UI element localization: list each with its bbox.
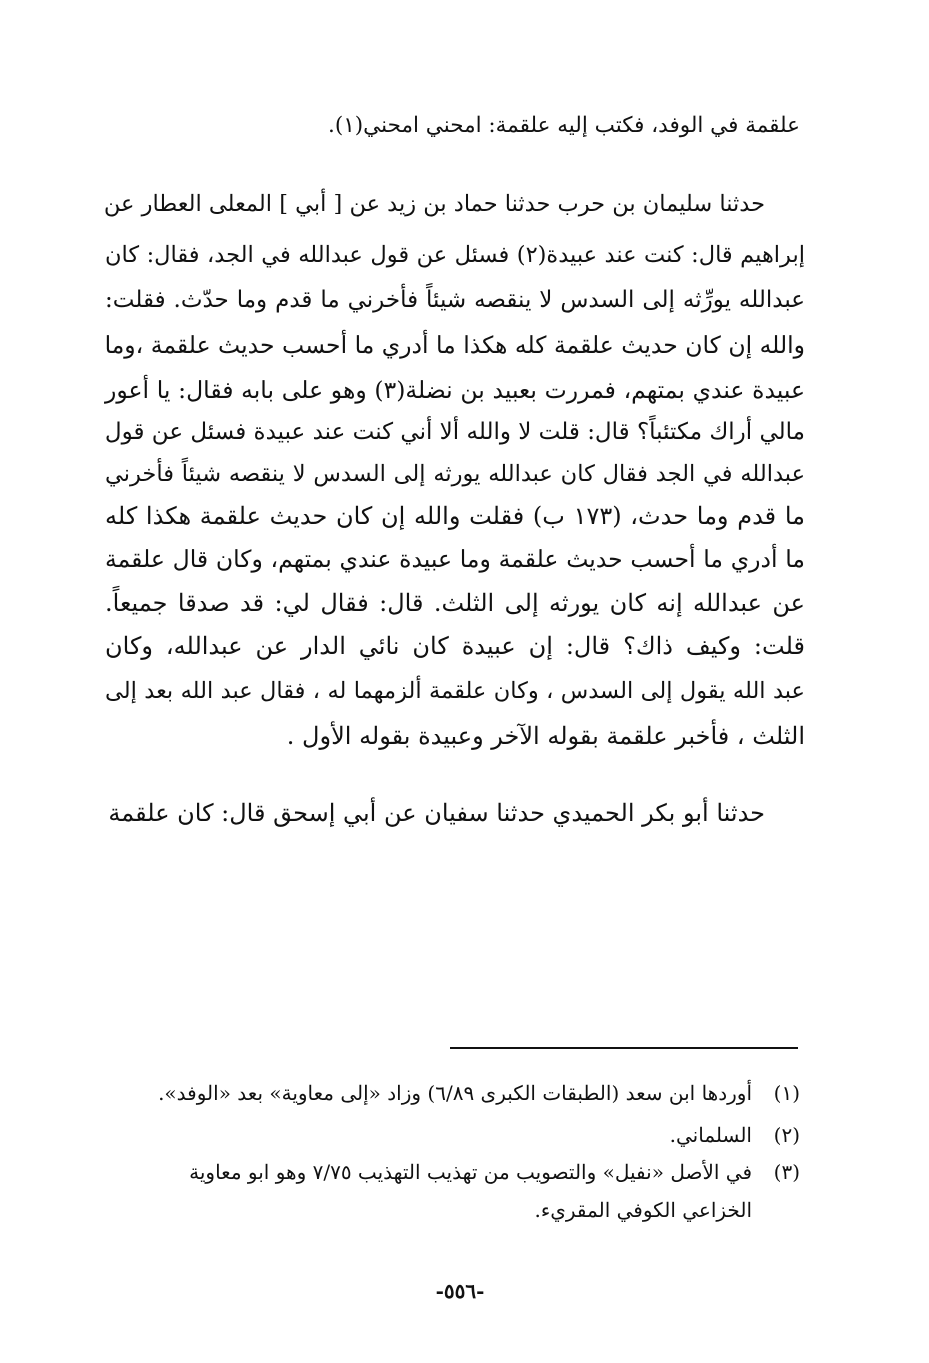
body-line: علقمة في الوفد، فكتب إليه علقمة: امحني امحني(١).	[328, 113, 800, 138]
body-line: والله إن كان حديث علقمة كله هكذا ما أدري ما أحسب حديث علقمة ،وما	[104, 331, 805, 359]
body-line: عن عبدالله إنه كان يورثه إلى الثلث. قال: فقال لي: قد صدقا جميعاً.	[105, 589, 805, 617]
footnote-text: السلماني.	[669, 1123, 752, 1147]
body-line: ما قدم وما حدث، (١٧٣ ب) فقلت والله إن كان حديث علقمة هكذا كله	[105, 502, 805, 530]
body-line: حدثنا أبو بكر الحميدي حدثنا سفيان عن أبي إسحق قال: كان علقمة	[108, 799, 765, 827]
body-line: عبد الله يقول إلى السدس ، وكان علقمة ألزمهما له ، فقال عبد الله بعد إلى	[105, 678, 805, 704]
body-line: قلت: وكيف ذاك؟ قال: إن عبيدة كان نائي الدار عن عبدالله، وكان	[105, 632, 805, 660]
footnote	[100, 1078, 800, 1108]
footnote	[100, 1120, 800, 1150]
body-line: مالي أراك مكتئباً؟ قال: قلت لا والله ألا أني كنت عند عبيدة فسئل عن قول	[104, 419, 805, 445]
body-line: ما أدري ما أحسب حديث علقمة وما عبيدة عندي بمتهم، وكان قال علقمة	[105, 545, 805, 573]
body-line: الثلث ، فأخبر علقمة بقوله الآخر وعبيدة بقوله الأول .	[286, 722, 805, 750]
footnote-text: في الأصل «نفيل» والتصويب من تهذيب التهذيب ٧/٧٥ وهو ابو معاوية	[189, 1160, 752, 1184]
footnote-mark: (٣)	[773, 1160, 800, 1184]
body-line: حدثنا سليمان بن حرب حدثنا حماد بن زيد عن [ أبي ] المعلى العطار عن	[103, 191, 765, 217]
page-number: -٥٥٦-	[435, 1279, 485, 1303]
footnote-mark: (٢)	[773, 1123, 800, 1147]
footnote-continuation: الخزاعي الكوفي المقريء.	[534, 1198, 752, 1222]
footnote	[100, 1157, 800, 1187]
footnote-mark: (١)	[773, 1081, 800, 1105]
footnote-text: أوردها ابن سعد (الطبقات الكبرى ٦/٨٩) وزاد «إلى معاوية» بعد «الوفد».	[158, 1081, 752, 1105]
body-line: عبدالله يورِّثه إلى السدس لا ينقصه شيئاً فأخرني ما قدم وما حدّث. فقلت:	[105, 287, 805, 313]
body-line: عبيدة عندي بمتهم، فمررت بعبيد بن نضلة(٣) وهو على بابه فقال: يا أعور	[105, 376, 805, 404]
body-line: عبدالله في الجد فقال كان عبدالله يورثه إلى السدس لا ينقصه شيئاً فأخرني	[105, 461, 805, 487]
footnote-separator	[450, 1047, 798, 1049]
body-line: إبراهيم قال: كنت عند عبيدة(٢) فسئل عن قول عبدالله في الجد، فقال: كان	[105, 242, 805, 268]
